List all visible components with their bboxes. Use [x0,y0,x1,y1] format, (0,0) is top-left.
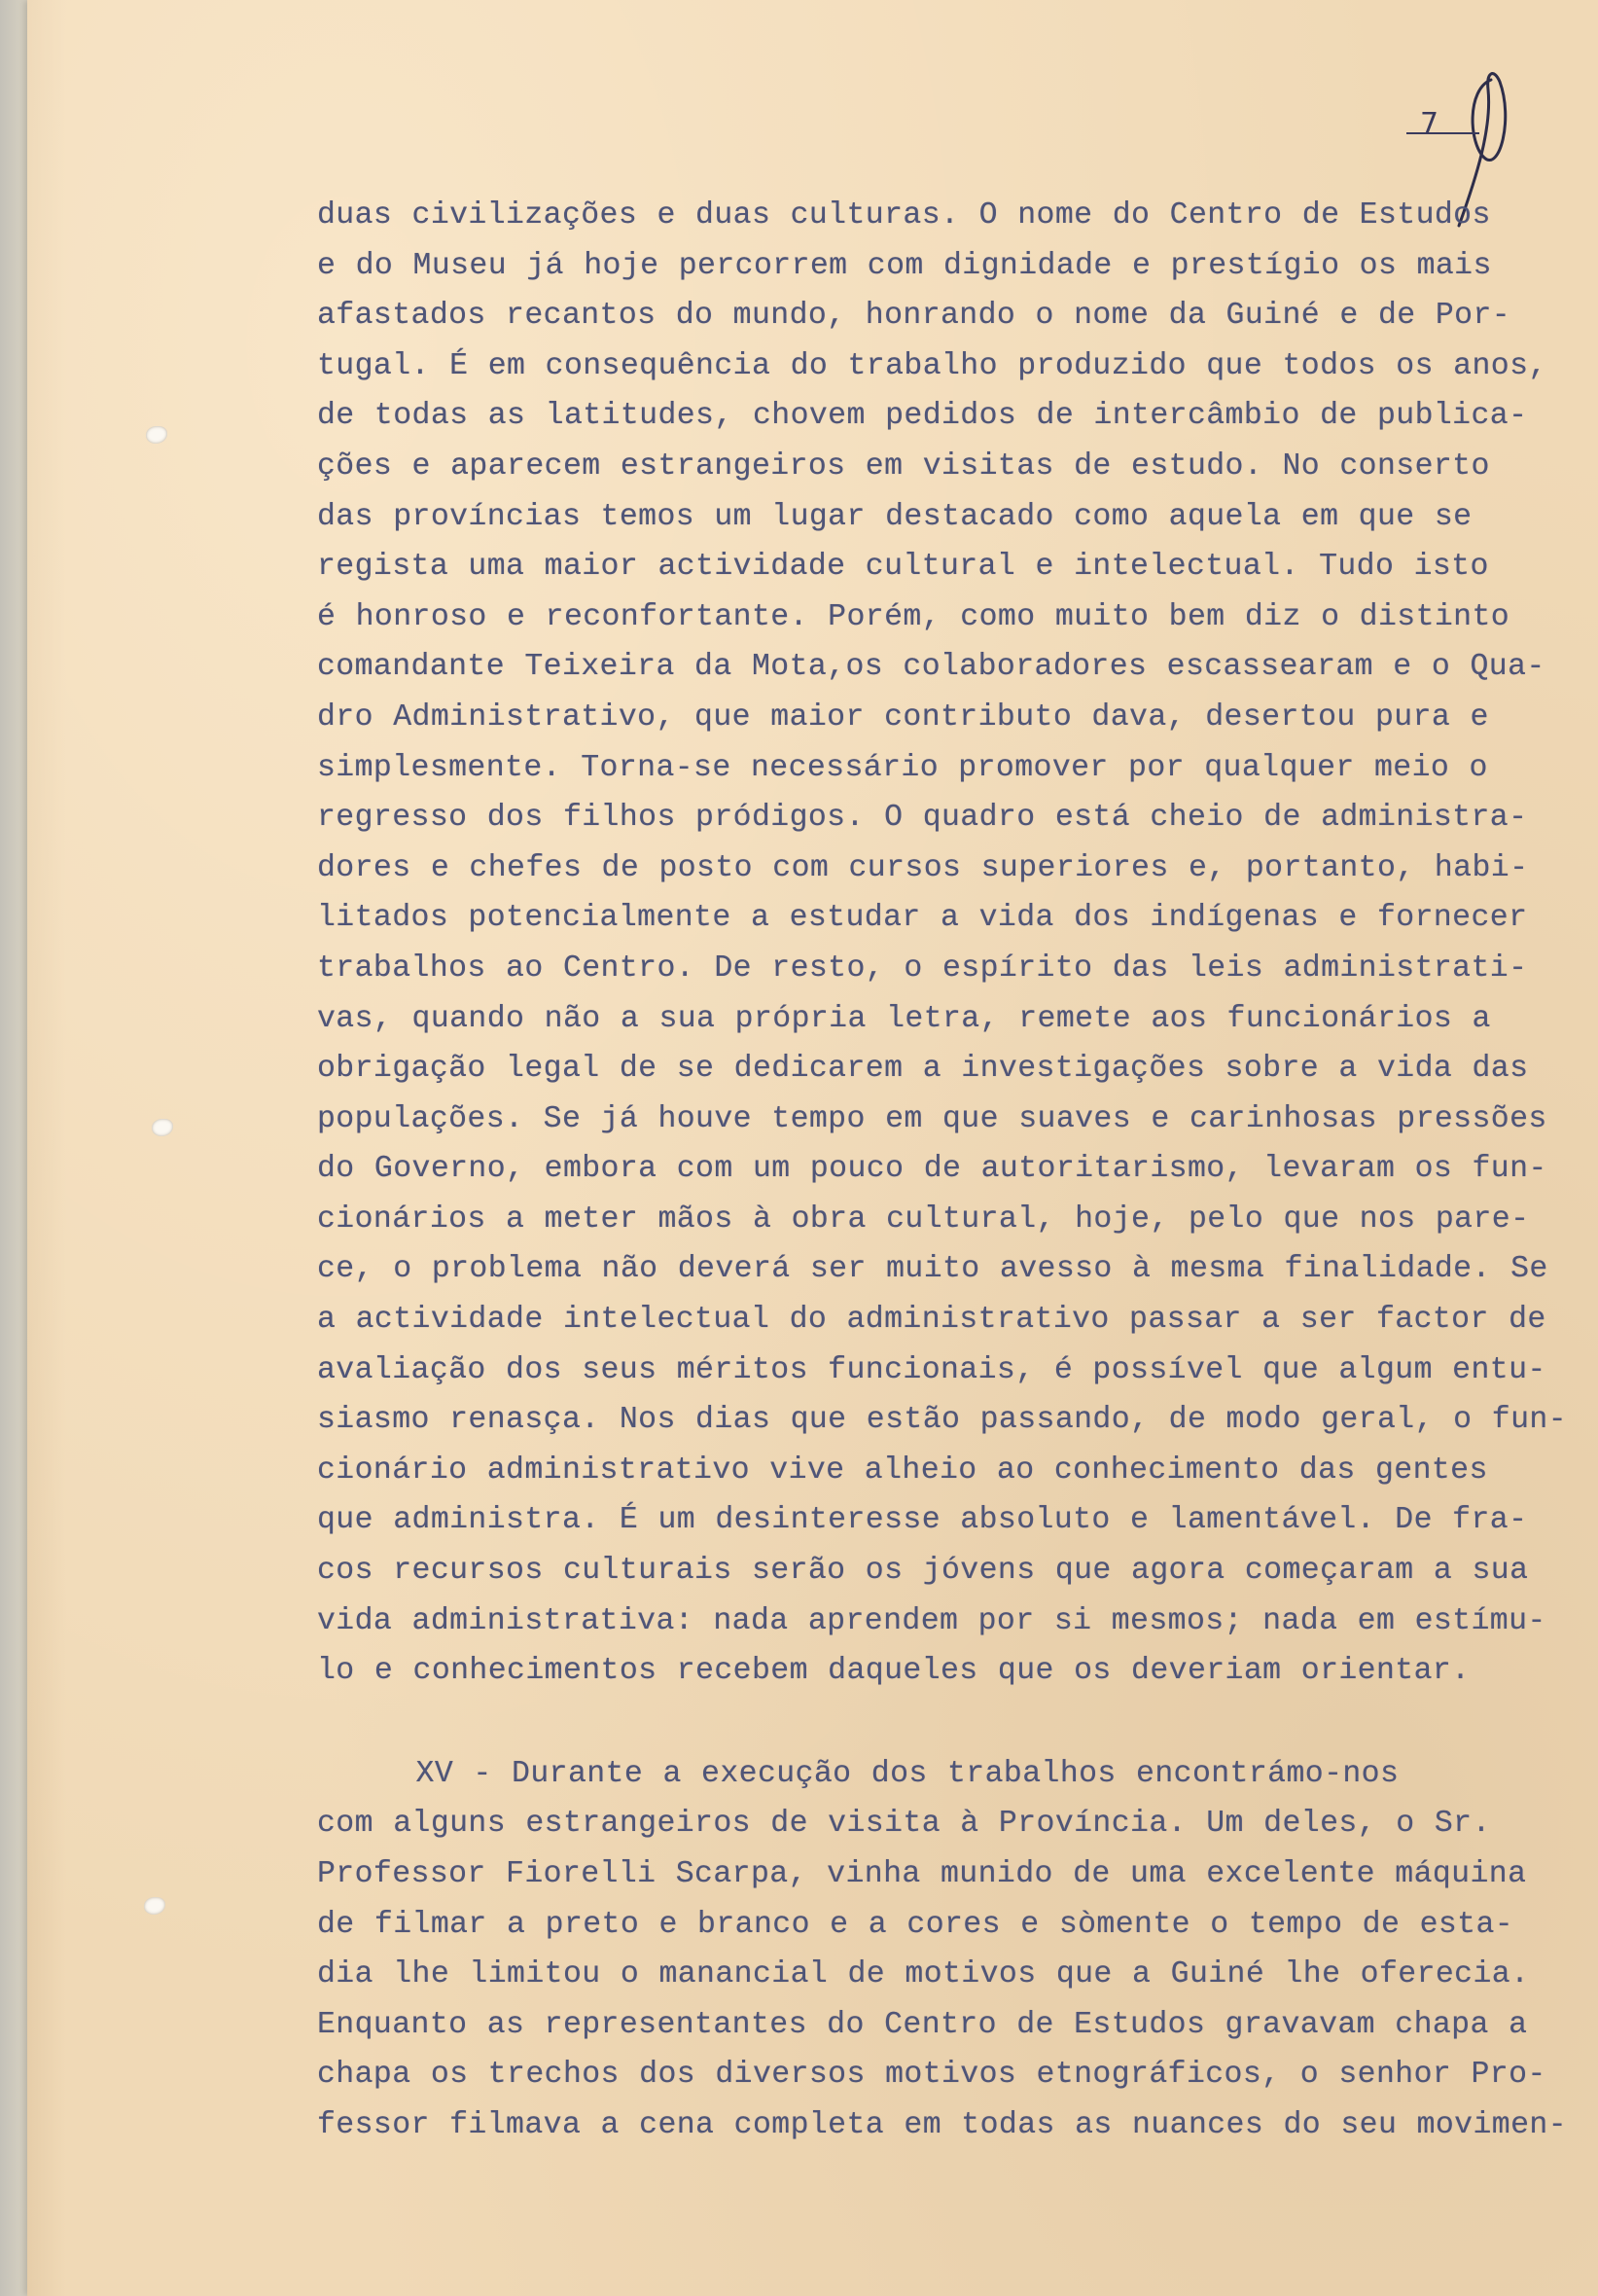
text-line: cos recursos culturais serão os jóvens que agora começaram a sua [317,1554,1529,1589]
text-line: dro Administrativo, que maior contributo dava, desertou pura e [317,700,1489,735]
text-line: Professor Fiorelli Scarpa, vinha munido de uma excelente máquina [317,1857,1527,1891]
text-line: obrigação legal de se dedicarem a investigações sobre a vida das [317,1052,1529,1087]
text-line: XV - Durante a execução dos trabalhos encontrámo-nos [317,1756,1400,1791]
text-line: populações. Se já houve tempo em que suaves e carinhosas pressões [317,1101,1547,1136]
scanner-background-strip [0,0,27,2296]
body-text [317,191,1581,2151]
text-line: vas, quando não a sua própria letra, remete aos funcionários a [317,1001,1491,1036]
text-line: das províncias temos um lugar destacado como aquela em que se [317,499,1473,534]
text-line: litados potencialmente a estudar a vida dos indígenas e fornecer [317,901,1528,936]
text-line: com alguns estrangeiros de visita à Província. Um deles, o Sr. [317,1807,1491,1842]
text-line: regresso dos filhos pródigos. O quadro está cheio de administra- [317,801,1528,836]
text-line: Enquanto as representantes do Centro de Estudos gravavam chapa a [317,2007,1528,2042]
text-line: tugal. É em consequência do trabalho produzido que todos os anos, [317,348,1547,383]
text-line: ções e aparecem estrangeiros em visitas de estudo. No conserto [317,448,1490,484]
text-line: simplesmente. Torna-se necessário promover por qualquer meio o [317,750,1488,785]
text-line: dores e chefes de posto com cursos superiores e, portanto, habi- [317,850,1529,885]
page-number: 7 [1420,107,1439,141]
punch-hole-bottom [144,1897,165,1915]
text-line: siasmo renasça. Nos dias que estão passando, de modo geral, o fun- [317,1403,1568,1438]
text-line: comandante Teixeira da Mota,os colaboradores escassearam e o Qua- [317,650,1545,685]
text-line: ce, o problema não deverá ser muito avesso à mesma finalidade. Se [317,1252,1548,1287]
text-line: regista uma maior actividade cultural e intelectual. Tudo isto [317,550,1489,585]
text-line: cionário administrativo vive alheio ao conhecimento das gentes [317,1453,1488,1488]
text-line: cionários a meter mãos à obra cultural, hoje, pelo que nos pare- [317,1202,1530,1237]
text-line: vida administrativa: nada aprendem por si mesmos; nada em estímu- [317,1603,1546,1638]
text-line: dia lhe limitou o manancial de motivos que a Guiné lhe oferecia. [317,1957,1530,1992]
typewritten-page [27,0,1598,2296]
text-line: avaliação dos seus méritos funcionais, é possível que algum entu- [317,1352,1546,1387]
text-line: do Governo, embora com um pouco de autoritarismo, levaram os fun- [317,1152,1547,1187]
text-line: afastados recantos do mundo, honrando o nome da Guiné e de Por- [317,299,1511,334]
text-line: que administra. É um desinteresse absoluto e lamentável. De fra- [317,1503,1528,1538]
paragraph-2 [317,1749,1581,2151]
text-line: duas civilizações e duas culturas. O nome do Centro de Estudos [317,198,1491,233]
punch-hole-top [146,426,167,444]
text-line: a actividade intelectual do administrativo passar a ser factor de [317,1303,1546,1338]
text-line: de todas as latitudes, chovem pedidos de intercâmbio de publica- [317,399,1528,434]
text-line: de filmar a preto e branco e a cores e sòmente o tempo de esta- [317,1907,1514,1942]
text-line: fessor filmava a cena completa em todas as nuances do seu movimen- [317,2107,1568,2142]
text-line: e do Museu já hoje percorrem com dignidade e prestígio os mais [317,248,1492,283]
text-line: lo e conhecimentos recebem daqueles que os deveriam orientar. [317,1654,1471,1689]
punch-hole-middle [152,1119,173,1136]
page-number-underline [1406,132,1479,134]
text-line: é honroso e reconfortante. Porém, como muito bem diz o distinto [317,599,1510,634]
text-line: trabalhos ao Centro. De resto, o espírito das leis administrati- [317,951,1528,986]
paragraph-gap [317,1697,1581,1749]
paragraph-1 [317,191,1581,1697]
text-line: chapa os trechos dos diversos motivos etnográficos, o senhor Pro- [317,2058,1546,2093]
